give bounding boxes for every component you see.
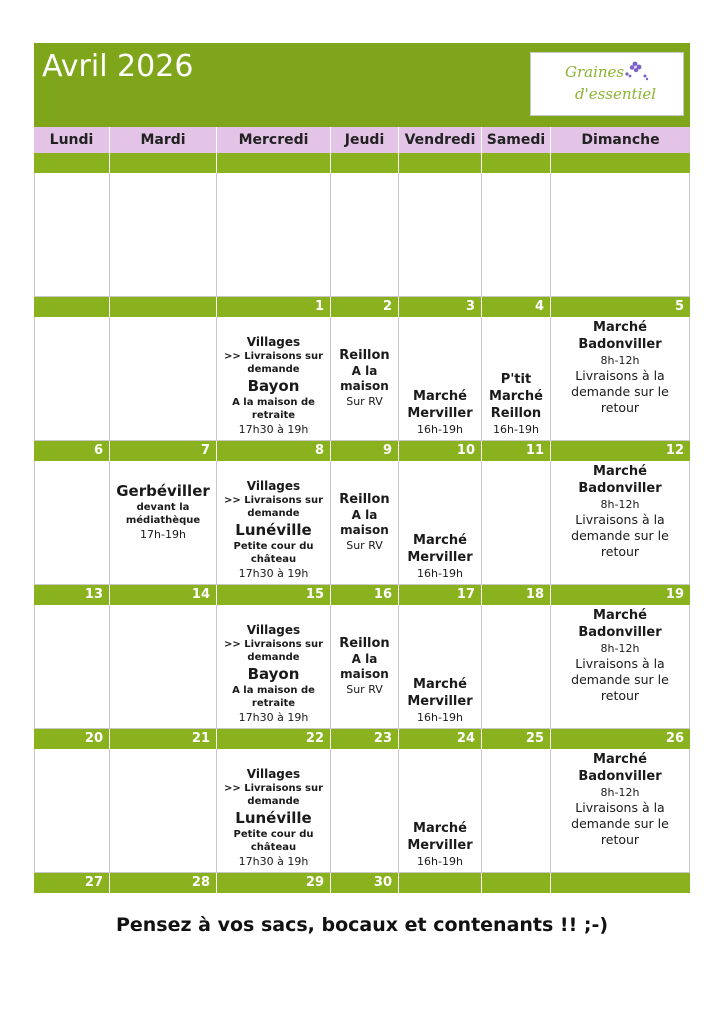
day-cell-tuesday	[110, 461, 217, 585]
day-cell	[551, 173, 690, 297]
day-number: 3	[399, 297, 482, 317]
day-cell-monday	[34, 605, 110, 729]
event-title: Villages	[246, 479, 301, 493]
title-banner	[34, 43, 690, 127]
event-time: 16h-19h	[493, 423, 539, 436]
week-row	[34, 749, 690, 873]
event-time: 17h30 à 19h	[238, 711, 309, 724]
day-cell-thursday	[331, 317, 399, 441]
weekday-vendredi: Vendredi	[399, 127, 482, 153]
day-number	[399, 873, 482, 893]
event-note: >> Livraisons sur demande	[223, 351, 324, 375]
week-row-empty	[34, 173, 690, 297]
event-title: P'tit Marché Reillon	[489, 372, 543, 421]
calendar	[34, 43, 690, 893]
day-cell-wednesday	[217, 605, 331, 729]
event-location: Reillon	[339, 636, 390, 651]
day-number: 8	[217, 441, 331, 461]
week-row	[34, 605, 690, 729]
event-note: >> Livraisons sur demande	[223, 783, 324, 807]
day-number-row	[34, 729, 690, 749]
day-number: 20	[34, 729, 110, 749]
day-cell-saturday	[482, 317, 551, 441]
weekday-dimanche: Dimanche	[551, 127, 690, 153]
day-number: 13	[34, 585, 110, 605]
day-cell-friday	[399, 749, 482, 873]
logo-line2: d'essentiel	[575, 85, 657, 103]
event-title: Marché Badonviller	[578, 608, 662, 640]
event-location: Gerbéviller	[116, 482, 210, 500]
day-cell-friday	[399, 461, 482, 585]
day-cell-sunday	[551, 317, 690, 441]
event-title: Marché Merviller	[407, 677, 473, 709]
weekday-header-row	[34, 127, 690, 153]
day-cell	[110, 173, 217, 297]
day-cell-thursday	[331, 749, 399, 873]
weekday-mercredi: Mercredi	[217, 127, 331, 153]
event-title: Marché Badonviller	[578, 752, 662, 784]
event-time: Sur RV	[346, 683, 383, 696]
day-number: 6	[34, 441, 110, 461]
event-title: Marché Merviller	[407, 821, 473, 853]
event-time: 17h30 à 19h	[238, 855, 309, 868]
event-title: Villages	[246, 335, 301, 349]
day-number	[551, 153, 690, 173]
event-place: A la maison de retraite	[232, 685, 315, 709]
day-cell-wednesday	[217, 461, 331, 585]
day-number: 15	[217, 585, 331, 605]
day-cell-monday	[34, 749, 110, 873]
day-cell-wednesday	[217, 749, 331, 873]
day-number	[399, 153, 482, 173]
day-number: 4	[482, 297, 551, 317]
event-location: Bayon	[247, 665, 300, 683]
day-number	[110, 153, 217, 173]
weekday-jeudi: Jeudi	[331, 127, 399, 153]
event-location: Reillon	[339, 348, 390, 363]
day-number: 26	[551, 729, 690, 749]
day-number-row	[34, 873, 690, 893]
logo-line1: Graines	[565, 63, 625, 81]
day-number: 16	[331, 585, 399, 605]
day-number	[34, 297, 110, 317]
day-cell-tuesday	[110, 317, 217, 441]
day-number: 5	[551, 297, 690, 317]
day-number: 12	[551, 441, 690, 461]
day-number	[551, 873, 690, 893]
day-number-row	[34, 153, 690, 173]
day-number	[331, 153, 399, 173]
event-time: 17h-19h	[140, 528, 186, 541]
event-place: A la maison	[340, 364, 389, 393]
day-number: 14	[110, 585, 217, 605]
day-cell-saturday	[482, 749, 551, 873]
event-place: A la maison	[340, 508, 389, 537]
event-time: Sur RV	[346, 395, 383, 408]
day-cell	[482, 173, 551, 297]
day-number: 19	[551, 585, 690, 605]
day-number-row	[34, 297, 690, 317]
day-cell-friday	[399, 605, 482, 729]
event-time: 16h-19h	[417, 711, 463, 724]
event-time: 16h-19h	[417, 423, 463, 436]
day-number: 18	[482, 585, 551, 605]
event-place: A la maison de retraite	[232, 397, 315, 421]
day-number: 21	[110, 729, 217, 749]
event-note: Livraisons à la demande sur le retour	[571, 656, 669, 703]
day-cell-saturday	[482, 461, 551, 585]
event-location: Bayon	[247, 377, 300, 395]
day-number: 10	[399, 441, 482, 461]
day-number: 22	[217, 729, 331, 749]
event-time: 16h-19h	[417, 855, 463, 868]
day-cell-monday	[34, 461, 110, 585]
event-note: >> Livraisons sur demande	[223, 495, 324, 519]
day-cell	[331, 173, 399, 297]
day-cell-thursday	[331, 461, 399, 585]
event-title: Marché Merviller	[407, 389, 473, 421]
day-cell-sunday	[551, 461, 690, 585]
event-time: 8h-12h	[600, 354, 640, 367]
event-note: Livraisons à la demande sur le retour	[571, 368, 669, 415]
day-number	[34, 153, 110, 173]
day-cell-sunday	[551, 749, 690, 873]
day-cell-monday	[34, 317, 110, 441]
event-time: 17h30 à 19h	[238, 423, 309, 436]
day-number: 2	[331, 297, 399, 317]
day-cell-friday	[399, 317, 482, 441]
day-cell	[34, 173, 110, 297]
event-time: 8h-12h	[600, 786, 640, 799]
day-number: 27	[34, 873, 110, 893]
event-time: 16h-19h	[417, 567, 463, 580]
day-number: 9	[331, 441, 399, 461]
event-note: Livraisons à la demande sur le retour	[571, 800, 669, 847]
event-time: 8h-12h	[600, 498, 640, 511]
day-cell	[399, 173, 482, 297]
day-number: 24	[399, 729, 482, 749]
day-cell-tuesday	[110, 605, 217, 729]
day-number: 11	[482, 441, 551, 461]
event-time: 17h30 à 19h	[238, 567, 309, 580]
day-cell-sunday	[551, 605, 690, 729]
event-note: Livraisons à la demande sur le retour	[571, 512, 669, 559]
event-title: Villages	[246, 767, 301, 781]
event-location: Reillon	[339, 492, 390, 507]
day-cell	[217, 173, 331, 297]
day-cell-wednesday	[217, 317, 331, 441]
event-title: Marché Merviller	[407, 533, 473, 565]
day-number: 17	[399, 585, 482, 605]
day-number	[482, 873, 551, 893]
event-time: Sur RV	[346, 539, 383, 552]
day-number: 30	[331, 873, 399, 893]
flower-icon	[623, 59, 651, 85]
weekday-mardi: Mardi	[110, 127, 217, 153]
weekday-samedi: Samedi	[482, 127, 551, 153]
day-cell-saturday	[482, 605, 551, 729]
day-number: 7	[110, 441, 217, 461]
day-number: 28	[110, 873, 217, 893]
day-number-row	[34, 585, 690, 605]
event-title: Marché Badonviller	[578, 464, 662, 496]
event-place: Petite cour du château	[233, 541, 314, 565]
footer-note: Pensez à vos sacs, bocaux et contenants !! ;-)	[115, 914, 609, 936]
day-number: 23	[331, 729, 399, 749]
day-number: 1	[217, 297, 331, 317]
weekday-lundi: Lundi	[34, 127, 110, 153]
day-number	[217, 153, 331, 173]
day-cell-thursday	[331, 605, 399, 729]
logo	[530, 52, 684, 116]
day-number: 29	[217, 873, 331, 893]
day-number: 25	[482, 729, 551, 749]
event-location: Lunéville	[235, 521, 312, 539]
event-location: Lunéville	[235, 809, 312, 827]
event-title: Villages	[246, 623, 301, 637]
day-cell-tuesday	[110, 749, 217, 873]
event-title: Marché Badonviller	[578, 320, 662, 352]
event-place: A la maison	[340, 652, 389, 681]
event-place: Petite cour du château	[233, 829, 314, 853]
event-place: devant la médiathèque	[125, 502, 201, 526]
week-row	[34, 461, 690, 585]
event-note: >> Livraisons sur demande	[223, 639, 324, 663]
day-number	[482, 153, 551, 173]
day-number-row	[34, 441, 690, 461]
month-title: Avril 2026	[42, 49, 194, 84]
day-number	[110, 297, 217, 317]
week-row	[34, 317, 690, 441]
event-time: 8h-12h	[600, 642, 640, 655]
